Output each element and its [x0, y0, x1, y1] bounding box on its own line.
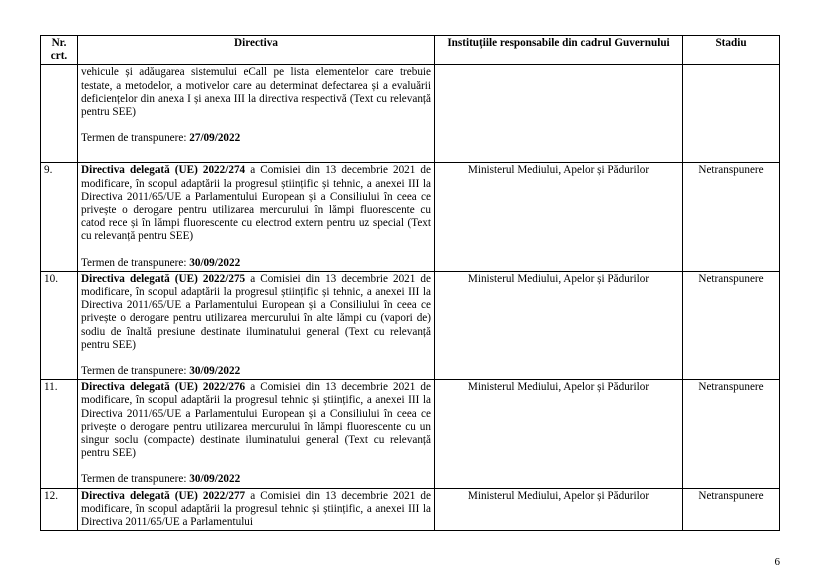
institution-cell: [435, 65, 683, 163]
status-cell: Netranspunere: [683, 380, 780, 488]
transposition-deadline: Termen de transpunere: 27/09/2022: [81, 132, 241, 145]
transposition-deadline: Termen de transpunere: 30/09/2022: [81, 365, 241, 378]
transposition-table: [40, 35, 780, 531]
directive-cell: [78, 380, 435, 488]
status-cell: Netranspunere: [683, 163, 780, 271]
directive-title: Directiva delegată (UE) 2022/275: [81, 272, 246, 285]
table-row: [41, 163, 780, 271]
row-number: 9.: [41, 163, 78, 271]
directive-cell: [78, 488, 435, 531]
institution-cell: Ministerul Mediului, Apelor și Pădurilor: [435, 163, 683, 271]
institution-cell: Ministerul Mediului, Apelor și Pădurilor: [435, 488, 683, 531]
directive-text: a Comisiei din 13 decembrie 2021 de modificare, în scopul adaptării la progresul tehnic și științific, a anexei III la Directiva 2011/65/UE a Parlamentului European și a Consiliului în ceea ce privește o derogare pentru utilizarea mercurului în lămpi fluorescente cu un singur soclu (compacte) destinate iluminatului general (Text cu relevanță pentru SEE): [81, 381, 431, 460]
transposition-deadline: Termen de transpunere: 30/09/2022: [81, 473, 241, 486]
page-number: 6: [774, 556, 780, 568]
row-number: 11.: [41, 380, 78, 488]
table-row: [41, 271, 780, 379]
directive-cell: [78, 163, 435, 271]
status-cell: Netranspunere: [683, 488, 780, 531]
header-nr: Nr. crt.: [41, 36, 78, 65]
row-number: [41, 65, 78, 163]
institution-cell: Ministerul Mediului, Apelor și Pădurilor: [435, 380, 683, 488]
directive-cell: [78, 65, 435, 163]
directive-text: vehicule și adăugarea sistemului eCall pe lista elementelor care trebuie testate, a metodelor, a motivelor care au determinat defectarea și a evaluării deficiențelor din anexa I și anexa III la directiva respectivă (Text cu relevanță pentru SEE): [81, 66, 431, 119]
directive-text: a Comisiei din 13 decembrie 2021 de modificare, în scopul adaptării la progresul tehnic și științific, a anexei III la Directiva 2011/65/UE a Parlamentului: [81, 489, 431, 529]
table-row-continuation: [41, 65, 780, 163]
table-row: [41, 380, 780, 488]
transposition-deadline: Termen de transpunere: 30/09/2022: [81, 256, 241, 269]
table-header-row: [41, 36, 780, 65]
directive-cell: [78, 271, 435, 379]
status-cell: Netranspunere: [683, 271, 780, 379]
row-number: 10.: [41, 271, 78, 379]
directive-title: Directiva delegată (UE) 2022/277: [81, 489, 246, 502]
directive-title: Directiva delegată (UE) 2022/274: [81, 164, 246, 177]
header-directive: Directiva: [78, 36, 435, 65]
header-institutions: Instituțiile responsabile din cadrul Guvernului: [435, 36, 683, 65]
institution-cell: Ministerul Mediului, Apelor și Pădurilor: [435, 271, 683, 379]
table-row: [41, 488, 780, 531]
directive-text: a Comisiei din 13 decembrie 2021 de modificare, în scopul adaptării la progresul științific și tehnic, a anexei III la Directiva 2011/65/UE a Parlamentului European și a Consiliului în ceea ce privește o derogare pentru utilizarea mercurului în alte lămpi cu (vapori de) sodiu de înaltă presiune destinate iluminatului general (Text cu relevanță pentru SEE): [81, 272, 431, 351]
directive-text: a Comisiei din 13 decembrie 2021 de modificare, în scopul adaptării la progresul științific și tehnic, a anexei III la Directiva 2011/65/UE a Parlamentului European și a Consiliului în ceea ce privește o derogare pentru utilizarea mercurului în lămpi fluorescente cu catod rece și în lămpi fluorescente cu electrod extern pentru uz special (Text cu relevanță pentru SEE): [81, 164, 431, 243]
header-status: Stadiu: [683, 36, 780, 65]
row-number: 12.: [41, 488, 78, 531]
directive-title: Directiva delegată (UE) 2022/276: [81, 381, 246, 394]
status-cell: [683, 65, 780, 163]
